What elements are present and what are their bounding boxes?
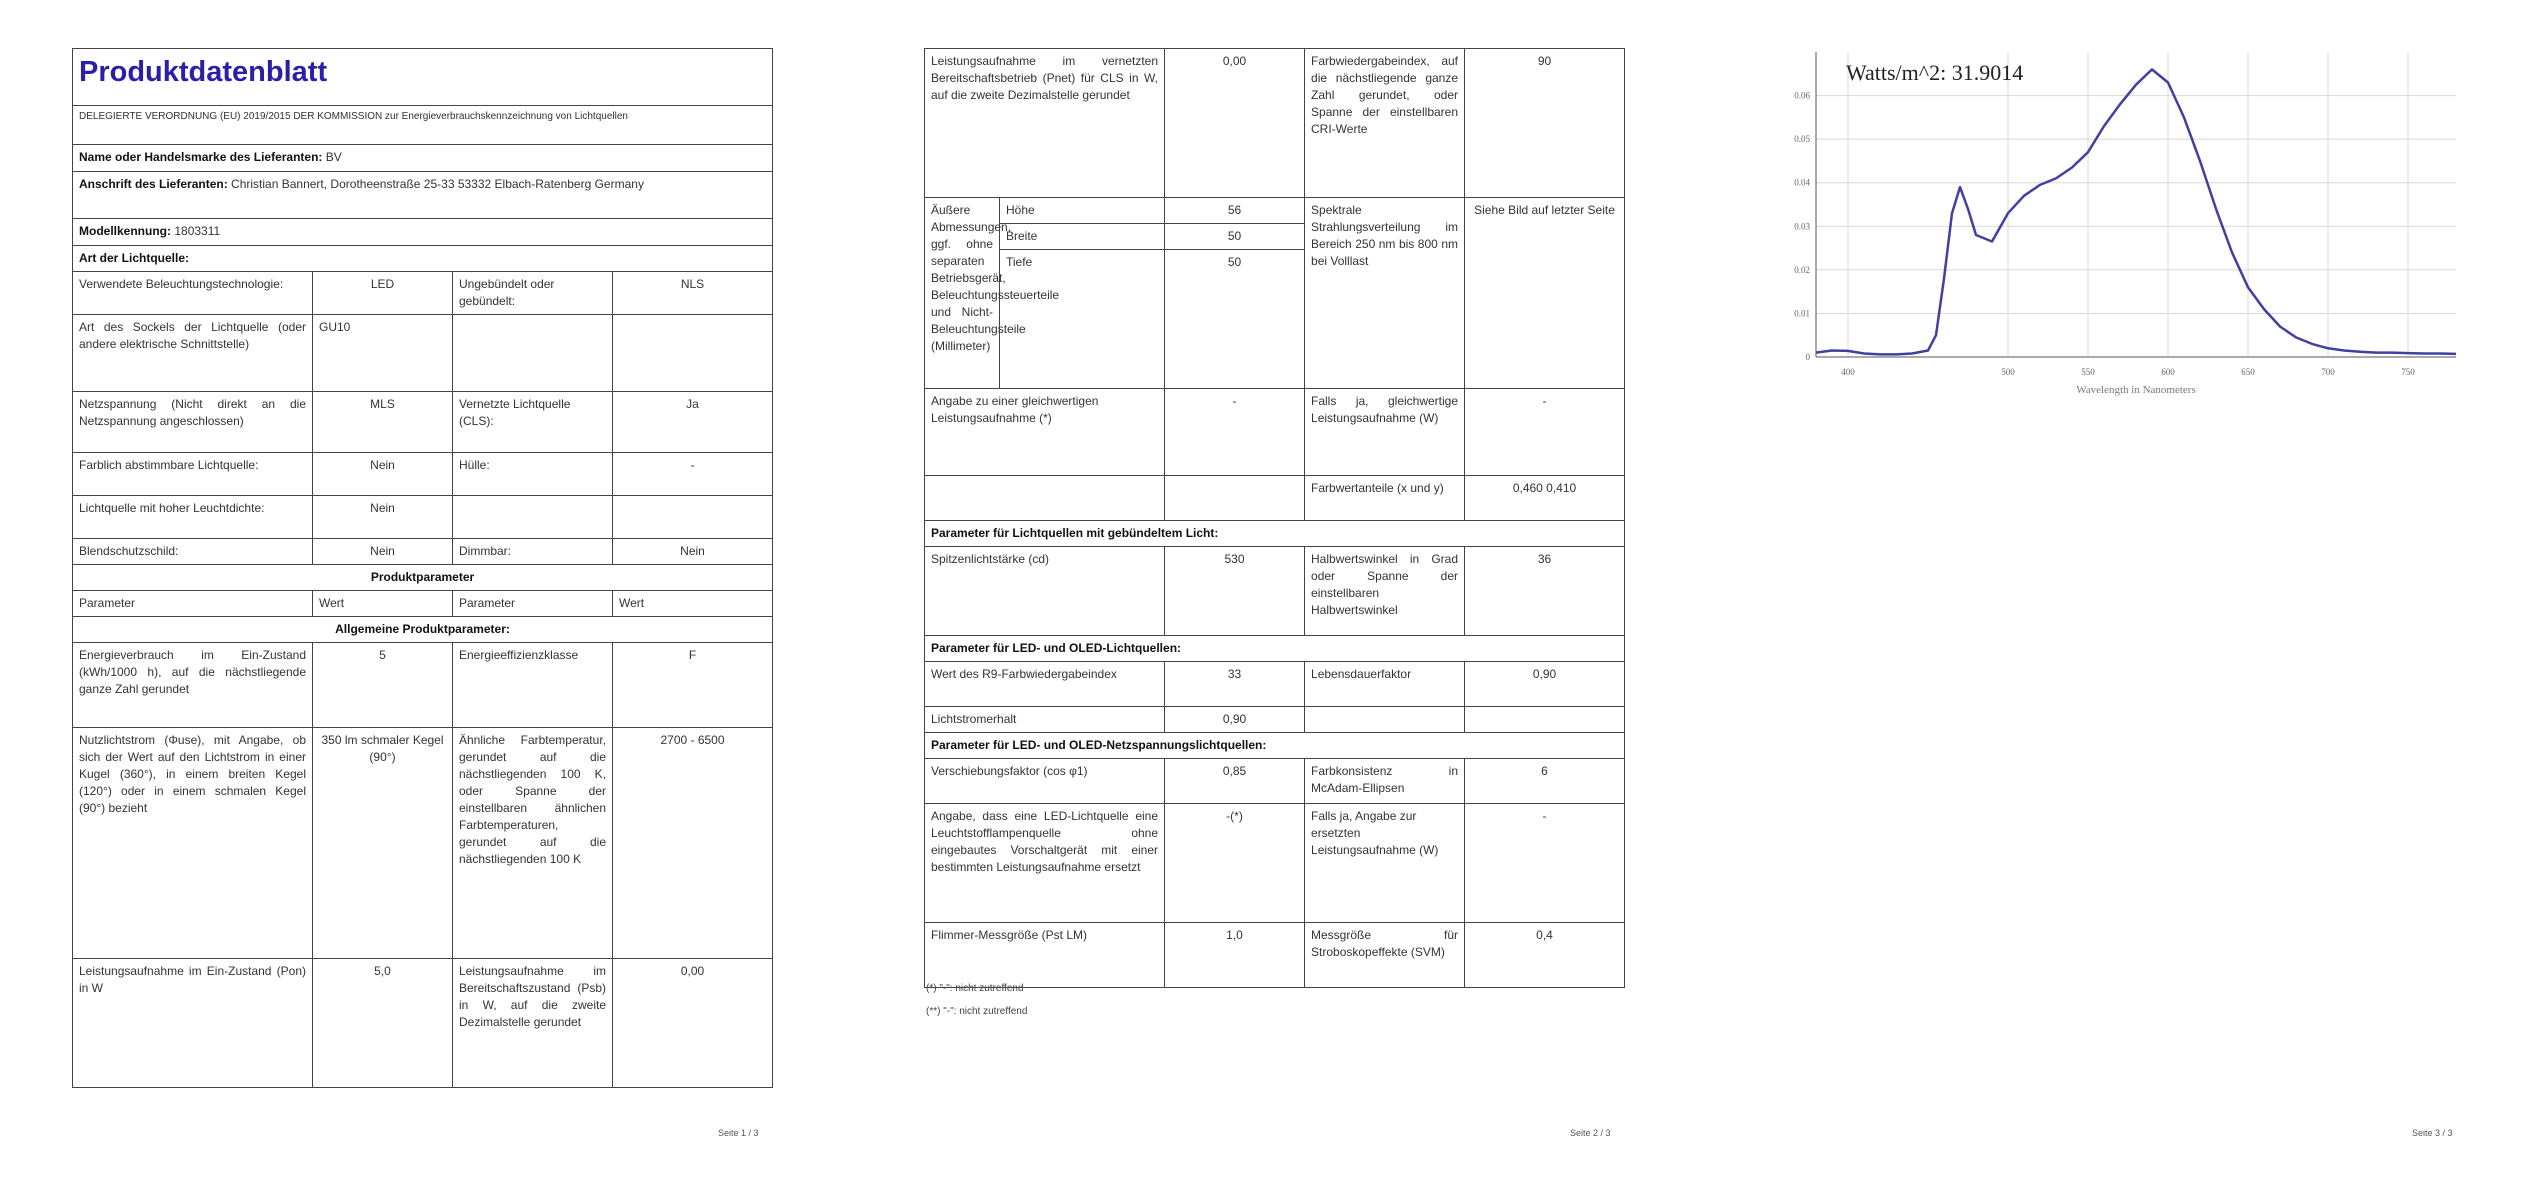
cell-label [453,496,613,539]
table-row [73,643,773,728]
page-1 [0,0,848,1200]
cell-value: 90 [1465,49,1625,198]
table-row [925,547,1625,636]
cell-value: - [1165,389,1305,476]
table-row [925,389,1625,476]
empty-cell [1165,476,1305,521]
cell-label: Angabe, dass eine LED-Lichtquelle eine Leuchtstofflampenquelle ohne eingebautes Vorschaltgerät mit einer bestimmten Leistungsaufnahme ersetzt [925,804,1165,923]
x-tick-label: 500 [2001,367,2015,377]
column-header: Parameter [453,591,613,617]
y-tick-label: 0 [1805,352,1810,362]
cell-label: Energieeffizienzklasse [453,643,613,728]
spectrum-series-line [1816,69,2456,354]
cell-label: Nutzlichtstrom (Φuse), mit Angabe, ob sich der Wert auf den Lichtstrom in einer Kugel (360°), in einem breiten Kegel (120°) oder in einem schmalen Kegel (90°) bezieht [73,728,313,959]
type-heading: Art der Lichtquelle: [73,246,773,272]
table-row [73,272,773,315]
cell-value: 0,460 0,410 [1465,476,1625,521]
table-row [73,315,773,392]
y-tick-label: 0.06 [1794,90,1810,101]
cell-value: 5 [313,643,453,728]
x-tick-label: 400 [1841,367,1855,377]
footnote: (*) "-": nicht zutreffend [926,983,1024,994]
supplier-label: Name oder Handelsmarke des Lieferanten: [79,150,323,164]
page-number: Seite 1 / 3 [718,1128,759,1138]
cell-label: Leistungsaufnahme im vernetzten Bereitschaftsbetrieb (Pnet) für CLS in W, auf die zweite Dezimalstelle gerundet [925,49,1165,198]
table-row [925,476,1625,521]
page-2 [848,0,1696,1200]
table-row [925,923,1625,988]
page-number: Seite 2 / 3 [1570,1128,1611,1138]
cell-label: Farbwiedergabeindex, auf die nächstliegende ganze Zahl gerundet, oder Spanne der einstellbaren CRI-Werte [1305,49,1465,198]
dimension-value: 50 [1165,250,1305,389]
cell-value [613,315,773,392]
cell-value: 0,4 [1465,923,1625,988]
table-row [925,707,1625,733]
cell-label: Verschiebungsfaktor (cos φ1) [925,759,1165,804]
cell-label: Lichtstromerhalt [925,707,1165,733]
cell-value: 350 lm schmaler Kegel (90°) [313,728,453,959]
cell-label: Flimmer-Messgröße (Pst LM) [925,923,1165,988]
cell-value: 0,00 [1165,49,1305,198]
cell-label: Leistungsaufnahme im Ein-Zustand (Pon) in W [73,959,313,1088]
param-header-row [73,591,773,617]
cell-value: 0,90 [1465,662,1625,707]
cell-value: Nein [613,539,773,565]
cell-label: Farbwertanteile (x und y) [1305,476,1465,521]
cell-label: Spitzenlichtstärke (cd) [925,547,1165,636]
cell-value: 6 [1465,759,1625,804]
regulation-text: DELEGIERTE VERORDNUNG (EU) 2019/2015 DER KOMMISSION zur Energieverbrauchskennzeichnung von Lichtquellen [73,106,773,145]
x-tick-label: 700 [2321,367,2335,377]
cell-label: Lichtquelle mit hoher Leuchtdichte: [73,496,313,539]
address-label: Anschrift des Lieferanten: [79,177,228,191]
table-row [73,392,773,453]
mains-heading: Parameter für LED- und OLED-Netzspannungslichtquellen: [925,733,1625,759]
cell-label: Vernetzte Lichtquelle (CLS): [453,392,613,453]
cell-value: GU10 [313,315,453,392]
cell-value: 36 [1465,547,1625,636]
cell-label: Farblich abstimmbare Lichtquelle: [73,453,313,496]
address-value: Christian Bannert, Dorotheenstraße 25-33 53332 Elbach-Ratenberg Germany [231,177,644,191]
cell-label: Art des Sockels der Lichtquelle (oder andere elektrische Schnittstelle) [73,315,313,392]
y-tick-label: 0.03 [1794,221,1810,232]
cell-value: F [613,643,773,728]
column-header: Wert [613,591,773,617]
y-tick-label: 0.04 [1794,177,1810,188]
cell-label: Falls ja, Angabe zur ersetzten Leistungsaufnahme (W) [1305,804,1465,923]
cell-value [1465,707,1625,733]
cell-value: 0,00 [613,959,773,1088]
cell-label: Ähnliche Farbtemperatur, gerundet auf die nächstliegenden 100 K, oder Spanne der einstellbaren ähnlichen Farbtemperaturen, gerundet auf die nächstliegenden 100 K [453,728,613,959]
led-heading: Parameter für LED- und OLED-Lichtquellen: [925,636,1625,662]
table-row [73,539,773,565]
table-row [925,804,1625,923]
cell-label: Verwendete Beleuchtungstechnologie: [73,272,313,315]
cell-label: Dimmbar: [453,539,613,565]
cell-value: MLS [313,392,453,453]
cell-value: LED [313,272,453,315]
x-axis-label: Wavelength in Nanometers [2076,384,2196,396]
product-datasheet-table [72,48,773,1088]
empty-cell [925,476,1165,521]
x-tick-label: 650 [2241,367,2255,377]
cell-value: 0,90 [1165,707,1305,733]
dimension-name: Höhe [1000,198,1165,224]
cell-value [613,496,773,539]
cell-value: Nein [313,539,453,565]
cell-label: Falls ja, gleichwertige Leistungsaufnahme (W) [1305,389,1465,476]
x-tick-label: 550 [2081,367,2095,377]
spectral-distribution-chart [1776,40,2476,420]
table-row [925,49,1625,198]
cell-label: Angabe zu einer gleichwertigen Leistungsaufnahme (*) [925,389,1165,476]
cell-label: Blendschutzschild: [73,539,313,565]
page-3 [1696,0,2542,1200]
irradiance-annotation: Watts/m^2: 31.9014 [1846,60,2024,85]
y-tick-label: 0.02 [1794,264,1810,275]
y-tick-label: 0.05 [1794,134,1810,145]
table-row [925,198,1625,224]
general-params-heading: Allgemeine Produktparameter: [73,617,773,643]
column-header: Parameter [73,591,313,617]
cell-value: - [613,453,773,496]
page-title: Produktdatenblatt [79,56,328,88]
spectrum-value: Siehe Bild auf letzter Seite [1465,198,1625,389]
cell-label: Wert des R9-Farbwiedergabeindex [925,662,1165,707]
cell-label: Leistungsaufnahme im Bereitschaftszustand (Psb) in W, auf die zweite Dezimalstelle gerundet [453,959,613,1088]
table-row [73,496,773,539]
model-value: 1803311 [174,224,221,238]
table-row [73,453,773,496]
cell-value: NLS [613,272,773,315]
cell-label [453,315,613,392]
cell-label: Farbkonsistenz in McAdam-Ellipsen [1305,759,1465,804]
supplier-value: BV [325,150,342,164]
cell-value: - [1465,804,1625,923]
dimension-name: Tiefe [1000,250,1165,389]
spectrum-label: Spektrale Strahlungsverteilung im Bereich 250 nm bis 800 nm bei Volllast [1305,198,1465,389]
cell-label: Energieverbrauch im Ein-Zustand (kWh/1000 h), auf die nächstliegende ganze Zahl gerundet [73,643,313,728]
cell-label: Hülle: [453,453,613,496]
page-number: Seite 3 / 3 [2412,1128,2453,1138]
table-row [73,959,773,1088]
dimensions-label: Äußere Abmessungen, ggf. ohne separaten Betriebsgerät, Beleuchtungssteuerteile und Nicht-Beleuchtungsteile (Millimeter) [925,198,1000,389]
y-tick-label: 0.01 [1794,308,1810,319]
dimension-value: 56 [1165,198,1305,224]
directional-heading: Parameter für Lichtquellen mit gebündeltem Licht: [925,521,1625,547]
cell-value: Nein [313,453,453,496]
cell-value: 5,0 [313,959,453,1088]
cell-label [1305,707,1465,733]
table-row [73,728,773,959]
cell-value: 1,0 [1165,923,1305,988]
cell-label: Ungebündelt oder gebündelt: [453,272,613,315]
dimension-name: Breite [1000,224,1165,250]
cell-label: Messgröße für Stroboskopeffekte (SVM) [1305,923,1465,988]
product-params-heading: Produktparameter [73,565,773,591]
cell-value: Nein [313,496,453,539]
cell-value: 33 [1165,662,1305,707]
cell-value: Ja [613,392,773,453]
x-tick-label: 750 [2401,367,2415,377]
model-label: Modellkennung: [79,224,171,238]
cell-value: -(*) [1165,804,1305,923]
x-tick-label: 600 [2161,367,2175,377]
cell-label: Netzspannung (Nicht direkt an die Netzspannung angeschlossen) [73,392,313,453]
dimension-value: 50 [1165,224,1305,250]
cell-label: Lebensdauerfaktor [1305,662,1465,707]
cell-value: 530 [1165,547,1305,636]
table-row [925,662,1625,707]
column-header: Wert [313,591,453,617]
cell-value: 0,85 [1165,759,1305,804]
cell-label: Halbwertswinkel in Grad oder Spanne der einstellbaren Halbwertswinkel [1305,547,1465,636]
footnote: (**) "-": nicht zutreffend [926,1006,1028,1017]
cell-value: - [1465,389,1625,476]
table-row [925,759,1625,804]
cell-value: 2700 - 6500 [613,728,773,959]
product-datasheet-table-continued [924,48,1625,988]
